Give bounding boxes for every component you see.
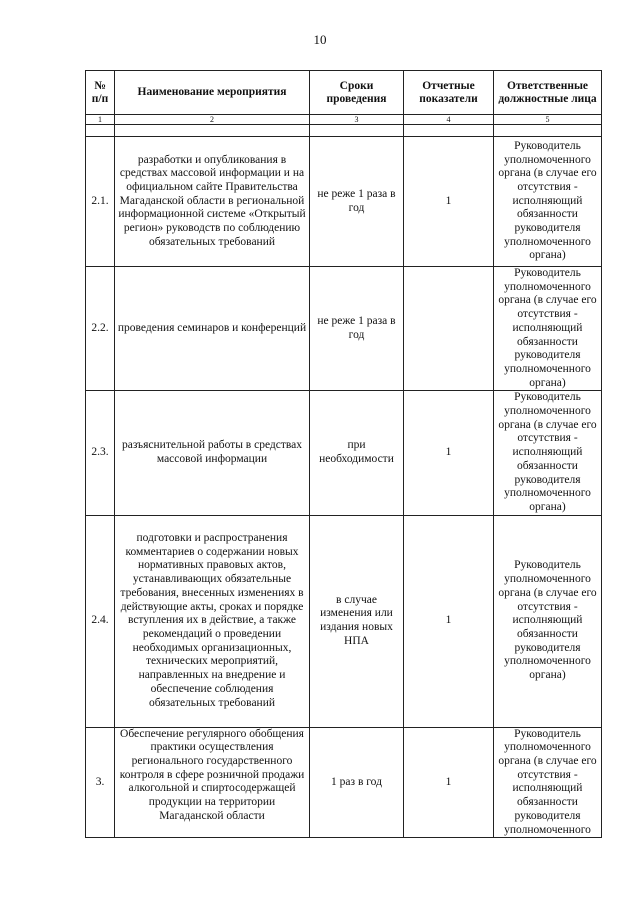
row-number: 3. [86, 727, 115, 838]
event-responsible: Руководитель уполномоченного органа (в случае его отсутствия - исполняющий обязанности руководителя уполномоченного органа) [494, 515, 602, 727]
table-header-row [86, 71, 602, 115]
table-row [86, 267, 602, 391]
column-number: 3 [310, 115, 404, 125]
event-name: разъяснительной работы в средствах массовой информации [115, 391, 310, 515]
event-name: разработки и опубликования в средствах массовой информации и на официальном сайте Правительства Магаданской области в региональной информационной системе «Открытый регион» руководств по соблюдению обязательных требований [115, 137, 310, 267]
event-term: не реже 1 раза в год [310, 137, 404, 267]
header-indicators: Отчетные показатели [404, 71, 494, 115]
event-responsible: Руководитель уполномоченного органа (в случае его отсутствия - исполняющий обязанности руководителя уполномоченного органа) [494, 391, 602, 515]
header-term: Сроки проведения [310, 71, 404, 115]
event-responsible: Руководитель уполномоченного органа (в случае его отсутствия - исполняющий обязанности руководителя уполномоченного [494, 727, 602, 838]
spacer-cell [404, 125, 494, 137]
event-name: проведения семинаров и конференций [115, 267, 310, 391]
event-term: 1 раз в год [310, 727, 404, 838]
header-responsible: Ответственные должностные лица [494, 71, 602, 115]
event-term: при необходимости [310, 391, 404, 515]
column-number-row [86, 115, 602, 125]
event-indicator: 1 [404, 727, 494, 838]
table-row [86, 391, 602, 515]
event-responsible: Руководитель уполномоченного органа (в случае его отсутствия - исполняющий обязанности руководителя уполномоченного органа) [494, 267, 602, 391]
spacer-row [86, 125, 602, 137]
header-event-name: Наименование мероприятия [115, 71, 310, 115]
spacer-cell [86, 125, 115, 137]
column-number: 2 [115, 115, 310, 125]
event-indicator: 1 [404, 391, 494, 515]
column-number: 4 [404, 115, 494, 125]
spacer-cell [310, 125, 404, 137]
event-term: не реже 1 раза в год [310, 267, 404, 391]
event-responsible: Руководитель уполномоченного органа (в случае его отсутствия - исполняющий обязанности руководителя уполномоченного органа) [494, 137, 602, 267]
table-row [86, 727, 602, 838]
row-number: 2.4. [86, 515, 115, 727]
page-number: 10 [313, 32, 327, 47]
event-indicator [404, 267, 494, 391]
events-table [85, 70, 602, 838]
spacer-cell [494, 125, 602, 137]
row-number: 2.2. [86, 267, 115, 391]
row-number: 2.1. [86, 137, 115, 267]
column-number: 5 [494, 115, 602, 125]
event-indicator: 1 [404, 515, 494, 727]
row-number: 2.3. [86, 391, 115, 515]
event-indicator: 1 [404, 137, 494, 267]
event-name: подготовки и распространения комментариев о содержании новых нормативных правовых актов, устанавливающих обязательные требования, внесенных изменениях в действующие акты, сроках и порядке вступления их в действие, а также рекомендаций о проведении необходимых организационных, технических мероприятий, направленных на внедрение и обеспечение соблюдения обязательных требований [115, 515, 310, 727]
table-row [86, 515, 602, 727]
column-number: 1 [86, 115, 115, 125]
event-term: в случае изменения или издания новых НПА [310, 515, 404, 727]
table-row [86, 137, 602, 267]
header-number: № п/п [86, 71, 115, 115]
spacer-cell [115, 125, 310, 137]
event-name: Обеспечение регулярного обобщения практики осуществления регионального государственного контроля в сфере розничной продажи алкогольной и спиртосодержащей продукции на территории Магаданской области [115, 727, 310, 838]
